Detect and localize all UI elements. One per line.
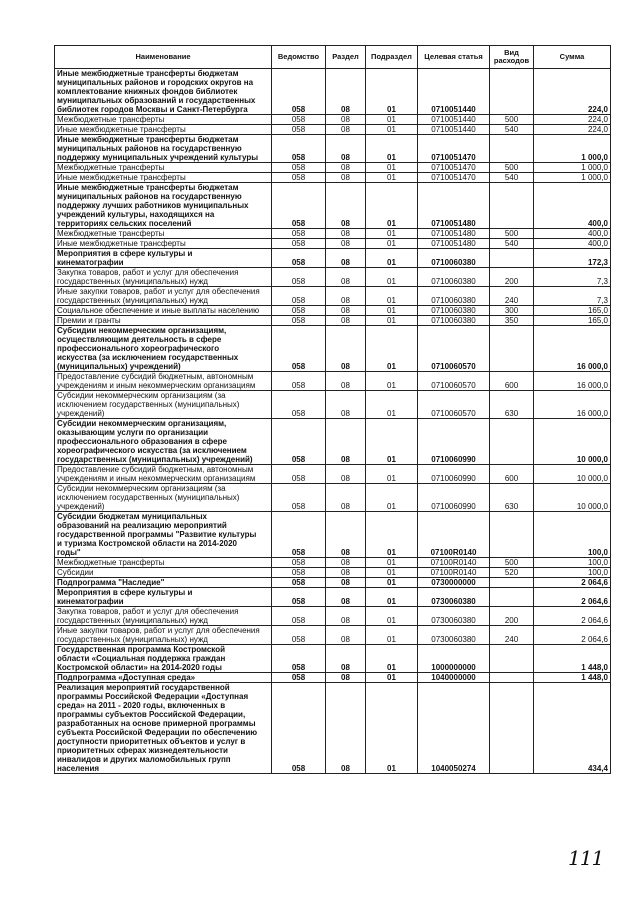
cell-dept: 058 — [272, 135, 326, 163]
cell-subsection: 01 — [366, 316, 418, 326]
cell-name: Подпрограмма "Наследие" — [55, 578, 272, 588]
cell-subsection: 01 — [366, 372, 418, 391]
cell-target-article: 07100R0140 — [418, 512, 490, 558]
cell-expense-type: 350 — [490, 316, 534, 326]
cell-amount: 2 064,6 — [534, 578, 611, 588]
cell-section: 08 — [326, 163, 366, 173]
cell-expense-type — [490, 419, 534, 465]
cell-subsection: 01 — [366, 568, 418, 578]
cell-amount: 2 064,6 — [534, 626, 611, 645]
cell-name: Межбюджетные трансферты — [55, 163, 272, 173]
table-row — [55, 626, 611, 645]
cell-subsection: 01 — [366, 183, 418, 229]
cell-expense-type — [490, 578, 534, 588]
cell-name: Субсидии некоммерческим организациям, оказывающим услуги по организации профессионального образования в сфере хореографического искусства (за исключением государственных (муниципальных) учреждений) — [55, 419, 272, 465]
cell-target-article: 1040000000 — [418, 673, 490, 683]
cell-target-article: 0710051440 — [418, 69, 490, 115]
cell-name: Закупка товаров, работ и услуг для обеспечения государственных (муниципальных) нужд — [55, 607, 272, 626]
table-row — [55, 173, 611, 183]
cell-name: Межбюджетные трансферты — [55, 558, 272, 568]
cell-expense-type: 630 — [490, 484, 534, 512]
cell-dept: 058 — [272, 125, 326, 135]
cell-amount: 100,0 — [534, 568, 611, 578]
header-expense-type: Вид расходов — [490, 46, 534, 69]
table-row — [55, 607, 611, 626]
table-row — [55, 568, 611, 578]
cell-name: Предоставление субсидий бюджетным, автономным учреждениям и иным некоммерческим организациям — [55, 465, 272, 484]
table-header — [55, 46, 611, 69]
cell-dept: 058 — [272, 558, 326, 568]
cell-dept: 058 — [272, 163, 326, 173]
cell-dept: 058 — [272, 419, 326, 465]
cell-expense-type: 540 — [490, 173, 534, 183]
cell-dept: 058 — [272, 465, 326, 484]
header-row — [55, 46, 611, 69]
cell-subsection: 01 — [366, 607, 418, 626]
cell-expense-type: 500 — [490, 115, 534, 125]
table-row — [55, 326, 611, 372]
cell-section: 08 — [326, 626, 366, 645]
cell-name: Иные межбюджетные трансферты — [55, 173, 272, 183]
cell-dept: 058 — [272, 683, 326, 774]
cell-section: 08 — [326, 673, 366, 683]
cell-amount: 16 000,0 — [534, 391, 611, 419]
cell-name: Премии и гранты — [55, 316, 272, 326]
cell-expense-type — [490, 183, 534, 229]
cell-dept: 058 — [272, 568, 326, 578]
header-name: Наименование — [55, 46, 272, 69]
cell-name: Закупка товаров, работ и услуг для обеспечения государственных (муниципальных) нужд — [55, 268, 272, 287]
cell-section: 08 — [326, 372, 366, 391]
cell-dept: 058 — [272, 673, 326, 683]
cell-expense-type — [490, 249, 534, 268]
cell-target-article: 0710060380 — [418, 316, 490, 326]
cell-amount: 100,0 — [534, 558, 611, 568]
cell-name: Предоставление субсидий бюджетным, автономным учреждениям и иным некоммерческим организациям — [55, 372, 272, 391]
cell-amount: 1 448,0 — [534, 645, 611, 673]
cell-section: 08 — [326, 125, 366, 135]
table-body — [55, 69, 611, 774]
cell-target-article: 0710060380 — [418, 287, 490, 306]
cell-dept: 058 — [272, 268, 326, 287]
cell-section: 08 — [326, 268, 366, 287]
cell-expense-type — [490, 326, 534, 372]
cell-subsection: 01 — [366, 391, 418, 419]
cell-amount: 7,3 — [534, 268, 611, 287]
cell-dept: 058 — [272, 578, 326, 588]
cell-amount: 16 000,0 — [534, 372, 611, 391]
cell-name: Субсидии некоммерческим организациям (за исключением государственных (муниципальных) учреждений) — [55, 484, 272, 512]
table-row — [55, 183, 611, 229]
cell-subsection: 01 — [366, 135, 418, 163]
header-dept: Ведомство — [272, 46, 326, 69]
table-row — [55, 229, 611, 239]
cell-dept: 058 — [272, 249, 326, 268]
table-row — [55, 419, 611, 465]
table-row — [55, 645, 611, 673]
cell-subsection: 01 — [366, 578, 418, 588]
cell-amount: 1 000,0 — [534, 135, 611, 163]
cell-name: Мероприятия в сфере культуры и кинематографии — [55, 249, 272, 268]
cell-target-article: 0710051470 — [418, 163, 490, 173]
cell-name: Иные межбюджетные трансферты — [55, 125, 272, 135]
cell-target-article: 07100R0140 — [418, 568, 490, 578]
cell-subsection: 01 — [366, 558, 418, 568]
cell-subsection: 01 — [366, 326, 418, 372]
cell-expense-type: 240 — [490, 626, 534, 645]
cell-target-article: 0730060380 — [418, 588, 490, 607]
cell-section: 08 — [326, 419, 366, 465]
table-row — [55, 558, 611, 568]
cell-target-article: 0710060990 — [418, 484, 490, 512]
cell-subsection: 01 — [366, 173, 418, 183]
table-row — [55, 465, 611, 484]
table-row — [55, 115, 611, 125]
cell-expense-type: 300 — [490, 306, 534, 316]
cell-target-article: 0710060570 — [418, 372, 490, 391]
cell-dept: 058 — [272, 588, 326, 607]
cell-dept: 058 — [272, 69, 326, 115]
cell-target-article: 0710051480 — [418, 229, 490, 239]
cell-section: 08 — [326, 229, 366, 239]
cell-subsection: 01 — [366, 115, 418, 125]
cell-subsection: 01 — [366, 249, 418, 268]
table-row — [55, 69, 611, 115]
cell-expense-type — [490, 673, 534, 683]
cell-amount: 2 064,6 — [534, 588, 611, 607]
cell-section: 08 — [326, 484, 366, 512]
cell-target-article: 1000000000 — [418, 645, 490, 673]
cell-expense-type — [490, 512, 534, 558]
cell-amount: 10 000,0 — [534, 419, 611, 465]
cell-section: 08 — [326, 316, 366, 326]
table-row — [55, 683, 611, 774]
cell-subsection: 01 — [366, 163, 418, 173]
cell-target-article: 0710051470 — [418, 173, 490, 183]
table-row — [55, 268, 611, 287]
cell-target-article: 0710060380 — [418, 268, 490, 287]
cell-dept: 058 — [272, 484, 326, 512]
cell-target-article: 0730060380 — [418, 607, 490, 626]
cell-expense-type: 540 — [490, 239, 534, 249]
cell-target-article: 0710060990 — [418, 419, 490, 465]
cell-target-article: 0710060380 — [418, 306, 490, 316]
cell-dept: 058 — [272, 173, 326, 183]
cell-subsection: 01 — [366, 626, 418, 645]
cell-expense-type — [490, 69, 534, 115]
cell-expense-type: 500 — [490, 163, 534, 173]
header-subsection: Подраздел — [366, 46, 418, 69]
table-row — [55, 239, 611, 249]
budget-table — [54, 45, 611, 774]
cell-section: 08 — [326, 391, 366, 419]
cell-expense-type: 630 — [490, 391, 534, 419]
cell-name: Субсидии — [55, 568, 272, 578]
cell-name: Иные закупки товаров, работ и услуг для обеспечения государственных (муниципальных) нужд — [55, 626, 272, 645]
cell-dept: 058 — [272, 306, 326, 316]
cell-name: Субсидии некоммерческим организациям, осуществляющим деятельность в сфере профессионального хореографического искусства (за исключением государственных (муниципальных) учреждений) — [55, 326, 272, 372]
cell-amount: 400,0 — [534, 239, 611, 249]
table-row — [55, 287, 611, 306]
cell-target-article: 1040050274 — [418, 683, 490, 774]
cell-name: Межбюджетные трансферты — [55, 229, 272, 239]
cell-expense-type: 600 — [490, 372, 534, 391]
cell-subsection: 01 — [366, 125, 418, 135]
cell-name: Субсидии бюджетам муниципальных образований на реализацию мероприятий государственной программы "Развитие культуры и туризма Костромской области на 2014-2020 годы" — [55, 512, 272, 558]
cell-amount: 400,0 — [534, 229, 611, 239]
cell-amount: 224,0 — [534, 125, 611, 135]
cell-target-article: 0710051440 — [418, 115, 490, 125]
cell-dept: 058 — [272, 512, 326, 558]
cell-amount: 224,0 — [534, 69, 611, 115]
cell-target-article: 0710060380 — [418, 249, 490, 268]
cell-name: Реализация мероприятий государственной программы Российской Федерации «Доступная среда» на 2011 - 2020 годы, включенных в программы субъектов Российской Федерации, разработанных на основе примерной программы субъекта Российской Федерации по обеспечению доступности приоритетных объектов и услуг в приоритетных сферах жизнедеятельности инвалидов и других маломобильных групп населения — [55, 683, 272, 774]
cell-subsection: 01 — [366, 419, 418, 465]
cell-dept: 058 — [272, 115, 326, 125]
cell-target-article: 0710060570 — [418, 326, 490, 372]
header-target-article: Целевая статья — [418, 46, 490, 69]
cell-subsection: 01 — [366, 683, 418, 774]
cell-name: Иные закупки товаров, работ и услуг для обеспечения государственных (муниципальных) нужд — [55, 287, 272, 306]
table-row — [55, 588, 611, 607]
cell-target-article: 07100R0140 — [418, 558, 490, 568]
cell-amount: 1 000,0 — [534, 173, 611, 183]
cell-expense-type: 540 — [490, 125, 534, 135]
cell-dept: 058 — [272, 239, 326, 249]
cell-section: 08 — [326, 287, 366, 306]
cell-dept: 058 — [272, 626, 326, 645]
cell-name: Иные межбюджетные трансферты бюджетам муниципальных районов на государственную поддержку лучших работников муниципальных учреждений культуры, находящихся на территориях сельских поселений — [55, 183, 272, 229]
cell-subsection: 01 — [366, 673, 418, 683]
cell-dept: 058 — [272, 372, 326, 391]
cell-expense-type: 240 — [490, 287, 534, 306]
cell-target-article: 0710060990 — [418, 465, 490, 484]
cell-dept: 058 — [272, 316, 326, 326]
cell-section: 08 — [326, 115, 366, 125]
cell-target-article: 0730060380 — [418, 626, 490, 645]
cell-section: 08 — [326, 239, 366, 249]
cell-target-article: 0710060570 — [418, 391, 490, 419]
cell-amount: 10 000,0 — [534, 484, 611, 512]
cell-amount: 1 000,0 — [534, 163, 611, 173]
table-row — [55, 673, 611, 683]
cell-section: 08 — [326, 69, 366, 115]
cell-expense-type: 500 — [490, 229, 534, 239]
cell-target-article: 0730000000 — [418, 578, 490, 588]
cell-amount: 434,4 — [534, 683, 611, 774]
cell-subsection: 01 — [366, 645, 418, 673]
table-row — [55, 125, 611, 135]
cell-dept: 058 — [272, 645, 326, 673]
table-row — [55, 391, 611, 419]
cell-target-article: 0710051480 — [418, 239, 490, 249]
cell-section: 08 — [326, 183, 366, 229]
cell-name: Межбюджетные трансферты — [55, 115, 272, 125]
cell-section: 08 — [326, 645, 366, 673]
cell-amount: 7,3 — [534, 287, 611, 306]
cell-subsection: 01 — [366, 512, 418, 558]
cell-section: 08 — [326, 326, 366, 372]
cell-amount: 400,0 — [534, 183, 611, 229]
cell-amount: 165,0 — [534, 306, 611, 316]
header-amount: Сумма — [534, 46, 611, 69]
page-number-handwritten: 111 — [568, 846, 604, 870]
cell-expense-type: 520 — [490, 568, 534, 578]
cell-name: Субсидии некоммерческим организациям (за исключением государственных (муниципальных) учреждений) — [55, 391, 272, 419]
cell-subsection: 01 — [366, 484, 418, 512]
cell-amount: 224,0 — [534, 115, 611, 125]
cell-name: Иные межбюджетные трансферты бюджетам муниципальных районов на государственную поддержку муниципальных учреждений культуры — [55, 135, 272, 163]
table-row — [55, 249, 611, 268]
cell-name: Государственная программа Костромской области «Социальная поддержка граждан Костромской области» на 2014-2020 годы — [55, 645, 272, 673]
cell-section: 08 — [326, 558, 366, 568]
cell-section: 08 — [326, 135, 366, 163]
cell-name: Мероприятия в сфере культуры и кинематографии — [55, 588, 272, 607]
cell-section: 08 — [326, 306, 366, 316]
cell-name: Иные межбюджетные трансферты — [55, 239, 272, 249]
table-row — [55, 484, 611, 512]
cell-name: Социальное обеспечение и иные выплаты населению — [55, 306, 272, 316]
cell-dept: 058 — [272, 183, 326, 229]
table-row — [55, 578, 611, 588]
cell-subsection: 01 — [366, 229, 418, 239]
cell-name: Иные межбюджетные трансферты бюджетам муниципальных районов и городских округов на комплектование книжных фондов библиотек муниципальных образований и государственных библиотек городов Москвы и Санкт-Петербурга — [55, 69, 272, 115]
cell-expense-type: 600 — [490, 465, 534, 484]
cell-amount: 16 000,0 — [534, 326, 611, 372]
cell-section: 08 — [326, 578, 366, 588]
table-row — [55, 306, 611, 316]
cell-amount: 100,0 — [534, 512, 611, 558]
table-row — [55, 163, 611, 173]
cell-subsection: 01 — [366, 239, 418, 249]
cell-subsection: 01 — [366, 306, 418, 316]
cell-dept: 058 — [272, 287, 326, 306]
cell-section: 08 — [326, 465, 366, 484]
cell-amount: 165,0 — [534, 316, 611, 326]
cell-section: 08 — [326, 588, 366, 607]
table-row — [55, 316, 611, 326]
cell-subsection: 01 — [366, 268, 418, 287]
cell-expense-type: 500 — [490, 558, 534, 568]
cell-dept: 058 — [272, 229, 326, 239]
cell-section: 08 — [326, 249, 366, 268]
cell-target-article: 0710051480 — [418, 183, 490, 229]
cell-dept: 058 — [272, 607, 326, 626]
cell-expense-type — [490, 135, 534, 163]
cell-section: 08 — [326, 683, 366, 774]
cell-subsection: 01 — [366, 465, 418, 484]
header-section: Раздел — [326, 46, 366, 69]
cell-amount: 10 000,0 — [534, 465, 611, 484]
cell-expense-type — [490, 588, 534, 607]
cell-expense-type — [490, 683, 534, 774]
cell-amount: 1 448,0 — [534, 673, 611, 683]
cell-dept: 058 — [272, 326, 326, 372]
cell-section: 08 — [326, 173, 366, 183]
cell-amount: 172,3 — [534, 249, 611, 268]
cell-section: 08 — [326, 568, 366, 578]
cell-section: 08 — [326, 607, 366, 626]
cell-amount: 2 064,6 — [534, 607, 611, 626]
table-row — [55, 372, 611, 391]
table-row — [55, 512, 611, 558]
cell-target-article: 0710051440 — [418, 125, 490, 135]
cell-target-article: 0710051470 — [418, 135, 490, 163]
cell-dept: 058 — [272, 391, 326, 419]
cell-subsection: 01 — [366, 69, 418, 115]
table-row — [55, 135, 611, 163]
cell-subsection: 01 — [366, 588, 418, 607]
cell-expense-type — [490, 645, 534, 673]
cell-section: 08 — [326, 512, 366, 558]
cell-expense-type: 200 — [490, 268, 534, 287]
cell-name: Подпрограмма «Доступная среда» — [55, 673, 272, 683]
cell-expense-type: 200 — [490, 607, 534, 626]
cell-subsection: 01 — [366, 287, 418, 306]
